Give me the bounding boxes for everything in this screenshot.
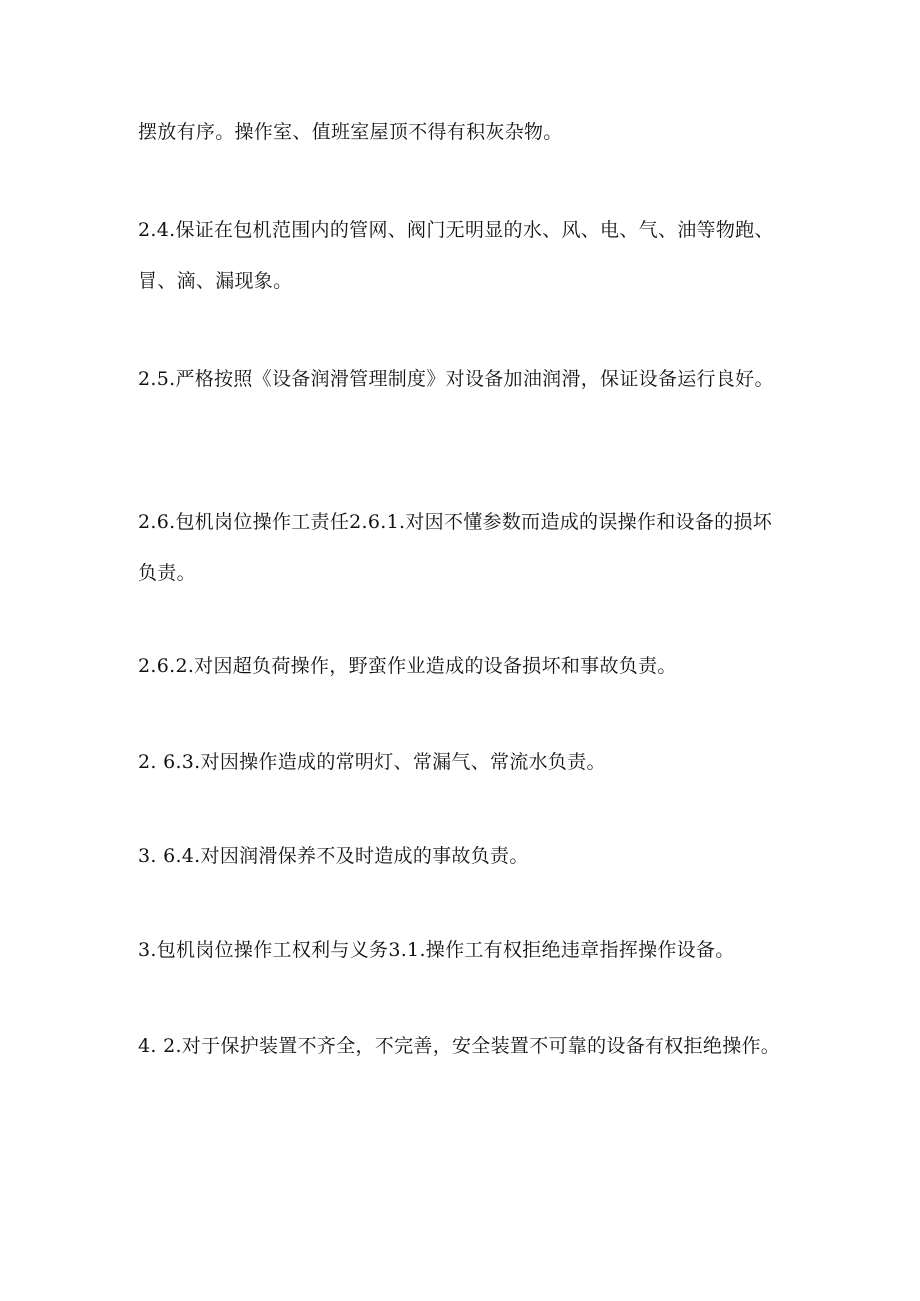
paragraph-4: 2.6.包机岗位操作工责任2.6.1.对因不懂参数而造成的误操作和设备的损坏负责。 — [138, 511, 773, 584]
paragraph-6: 2. 6.3.对因操作造成的常明灯、常漏气、常流水负责。 — [138, 751, 606, 773]
paragraph-2: 2.4.保证在包机范围内的管网、阀门无明显的水、风、电、气、油等物跑、冒、滴、漏现象。 — [138, 219, 774, 292]
paragraph-7: 3. 6.4.对因润滑保养不及时造成的事故负责。 — [138, 845, 529, 867]
paragraph-9: 4. 2.对于保护装置不齐全，不完善，安全装置不可靠的设备有权拒绝操作。 — [138, 1035, 781, 1057]
paragraph-8: 3.包机岗位操作工权利与义务3.1.操作工有权拒绝违章指挥操作设备。 — [138, 939, 735, 961]
paragraph-3: 2.5.严格按照《设备润滑管理制度》对设备加油润滑，保证设备运行良好。 — [138, 368, 774, 390]
paragraph-1: 摆放有序。操作室、值班室屋顶不得有积灰杂物。 — [138, 121, 563, 143]
paragraph-5: 2.6.2.对因超负荷操作，野蛮作业造成的设备损坏和事故负责。 — [138, 655, 677, 677]
